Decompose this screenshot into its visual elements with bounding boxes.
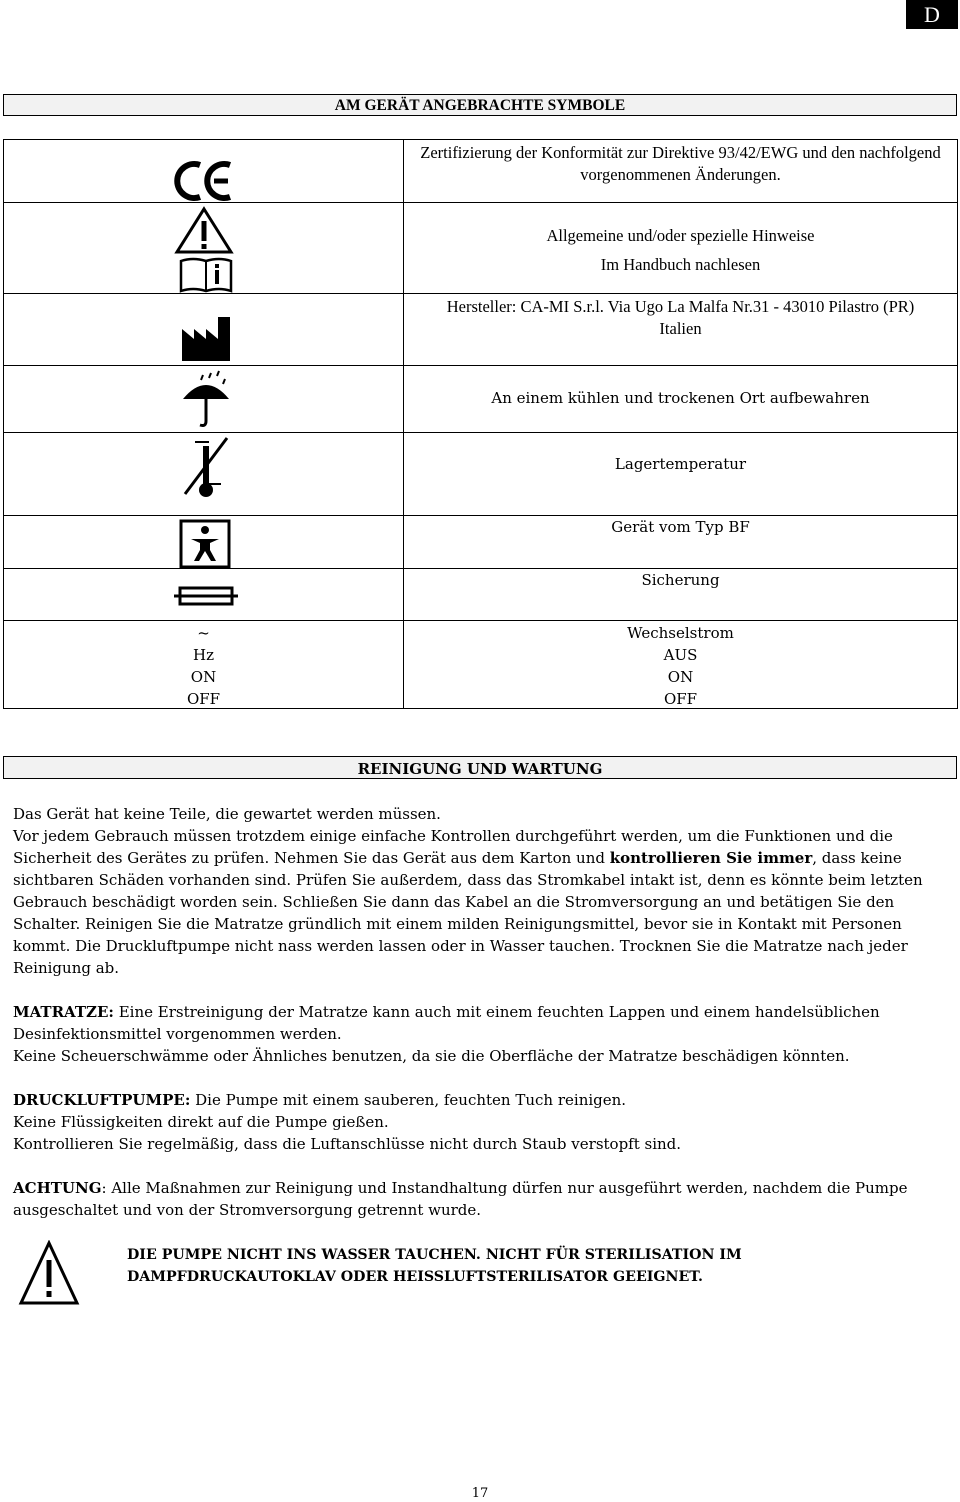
- fuse-icon: [174, 582, 238, 610]
- on-symbol: ON: [190, 668, 217, 686]
- maintenance-paragraph-1: Das Gerät hat keine Teile, die gewartet werden müssen.: [13, 805, 441, 823]
- maintenance-text: [13, 803, 955, 1221]
- off-symbol: OFF: [186, 690, 221, 708]
- warning-notice: [127, 1245, 827, 1288]
- keep-dry-umbrella-icon: [179, 369, 233, 429]
- warning-icon: [18, 1240, 80, 1306]
- warning-notice-line-2: DAMPFDRUCKAUTOKLAV ODER HEISSLUFTSTERILISATOR GEEIGNET.: [127, 1268, 703, 1285]
- manufacturer-icon: [180, 315, 232, 363]
- symbols-table: [3, 139, 958, 709]
- manual-description: Im Handbuch nachlesen: [600, 255, 761, 274]
- temperature-description: Lagertemperatur: [614, 455, 747, 473]
- warning-notice-line-1: DIE PUMPE NICHT INS WASSER TAUCHEN. NICHT FÜR STERILISATION IM: [127, 1247, 742, 1263]
- type-bf-icon: [179, 519, 231, 569]
- ce-mark-icon: [174, 160, 236, 202]
- manual-icon: [179, 257, 233, 293]
- maintenance-paragraph-2: Vor jedem Gebrauch müssen trotzdem einige einfache Kontrollen durchgeführt werden, um die Funktionen und die Sicherheit des Gerätes zu prüfen. Nehmen Sie das Gerät aus dem Karton und kontrollieren Sie immer, dass keine sichtbaren Schäden vorhanden sind. Prüfen Sie außerdem, dass das Stromkabel intakt ist, denn es könnte beim letzten Gebrauch beschädigt worden sein. Schließen Sie dann das Kabel an die Stromversorgung an und betätigen Sie den Schalter. Reinigen Sie die Matratze gründlich mit einem milden Reinigungsmittel, bevor sie in Kontakt mit Personen kommt. Die Druckluftpumpe nicht nass werden lassen oder in Wasser tauchen. Trocknen Sie die Matratze nach jeder Reinigung ab.: [13, 827, 923, 977]
- maintenance-heading: REINIGUNG UND WARTUNG: [3, 756, 957, 779]
- warning-icon: [174, 206, 234, 255]
- manufacturer-country: Italien: [659, 319, 702, 338]
- symbols-heading: AM GERÄT ANGEBRACHTE SYMBOLE: [3, 94, 957, 116]
- language-tag: D: [906, 0, 958, 29]
- pumpe-paragraph-3: Kontrollieren Sie regelmäßig, dass die Luftanschlüsse nicht durch Staub verstopft sind.: [13, 1135, 682, 1153]
- hz-symbol: Hz: [193, 646, 214, 664]
- page-number: 17: [471, 1486, 489, 1501]
- pumpe-paragraph: DRUCKLUFTPUMPE: Die Pumpe mit einem sauberen, feuchten Tuch reinigen.: [13, 1091, 627, 1109]
- on-description: ON: [667, 668, 694, 686]
- type-bf-description: Gerät vom Typ BF: [611, 518, 750, 536]
- fuse-description: Sicherung: [641, 571, 720, 589]
- manufacturer-description: Hersteller: CA-MI S.r.l. Via Ugo La Malfa Nr.31 - 43010 Pilastro (PR): [446, 297, 915, 316]
- matratze-paragraph: MATRATZE: Eine Erstreinigung der Matratze kann auch mit einem feuchten Lappen und einem handelsüblichen Desinfektionsmittel vorgenommen werden.: [13, 1003, 880, 1043]
- ac-description: Wechselstrom: [627, 624, 734, 642]
- ce-description: Zertifizierung der Konformität zur Direktive 93/42/EWG und den nachfolgend vorgenommenen Änderungen.: [420, 143, 941, 184]
- warning-description: Allgemeine und/oder spezielle Hinweise: [546, 226, 815, 245]
- ac-symbol: ~: [197, 624, 210, 642]
- temperature-limit-icon: [179, 436, 233, 500]
- pumpe-paragraph-2: Keine Flüssigkeiten direkt auf die Pumpe gießen.: [13, 1113, 389, 1131]
- off-description: OFF: [663, 690, 698, 708]
- achtung-paragraph: ACHTUNG: Alle Maßnahmen zur Reinigung und Instandhaltung dürfen nur ausgeführt werden, nachdem die Pumpe ausgeschaltet und von der Stromversorgung getrennt wurde.: [13, 1179, 908, 1219]
- keep-dry-description: An einem kühlen und trockenen Ort aufbewahren: [491, 389, 870, 407]
- matratze-paragraph-2: Keine Scheuerschwämme oder Ähnliches benutzen, da sie die Oberfläche der Matratze beschädigen könnten.: [13, 1047, 850, 1065]
- aus-description: AUS: [663, 646, 698, 664]
